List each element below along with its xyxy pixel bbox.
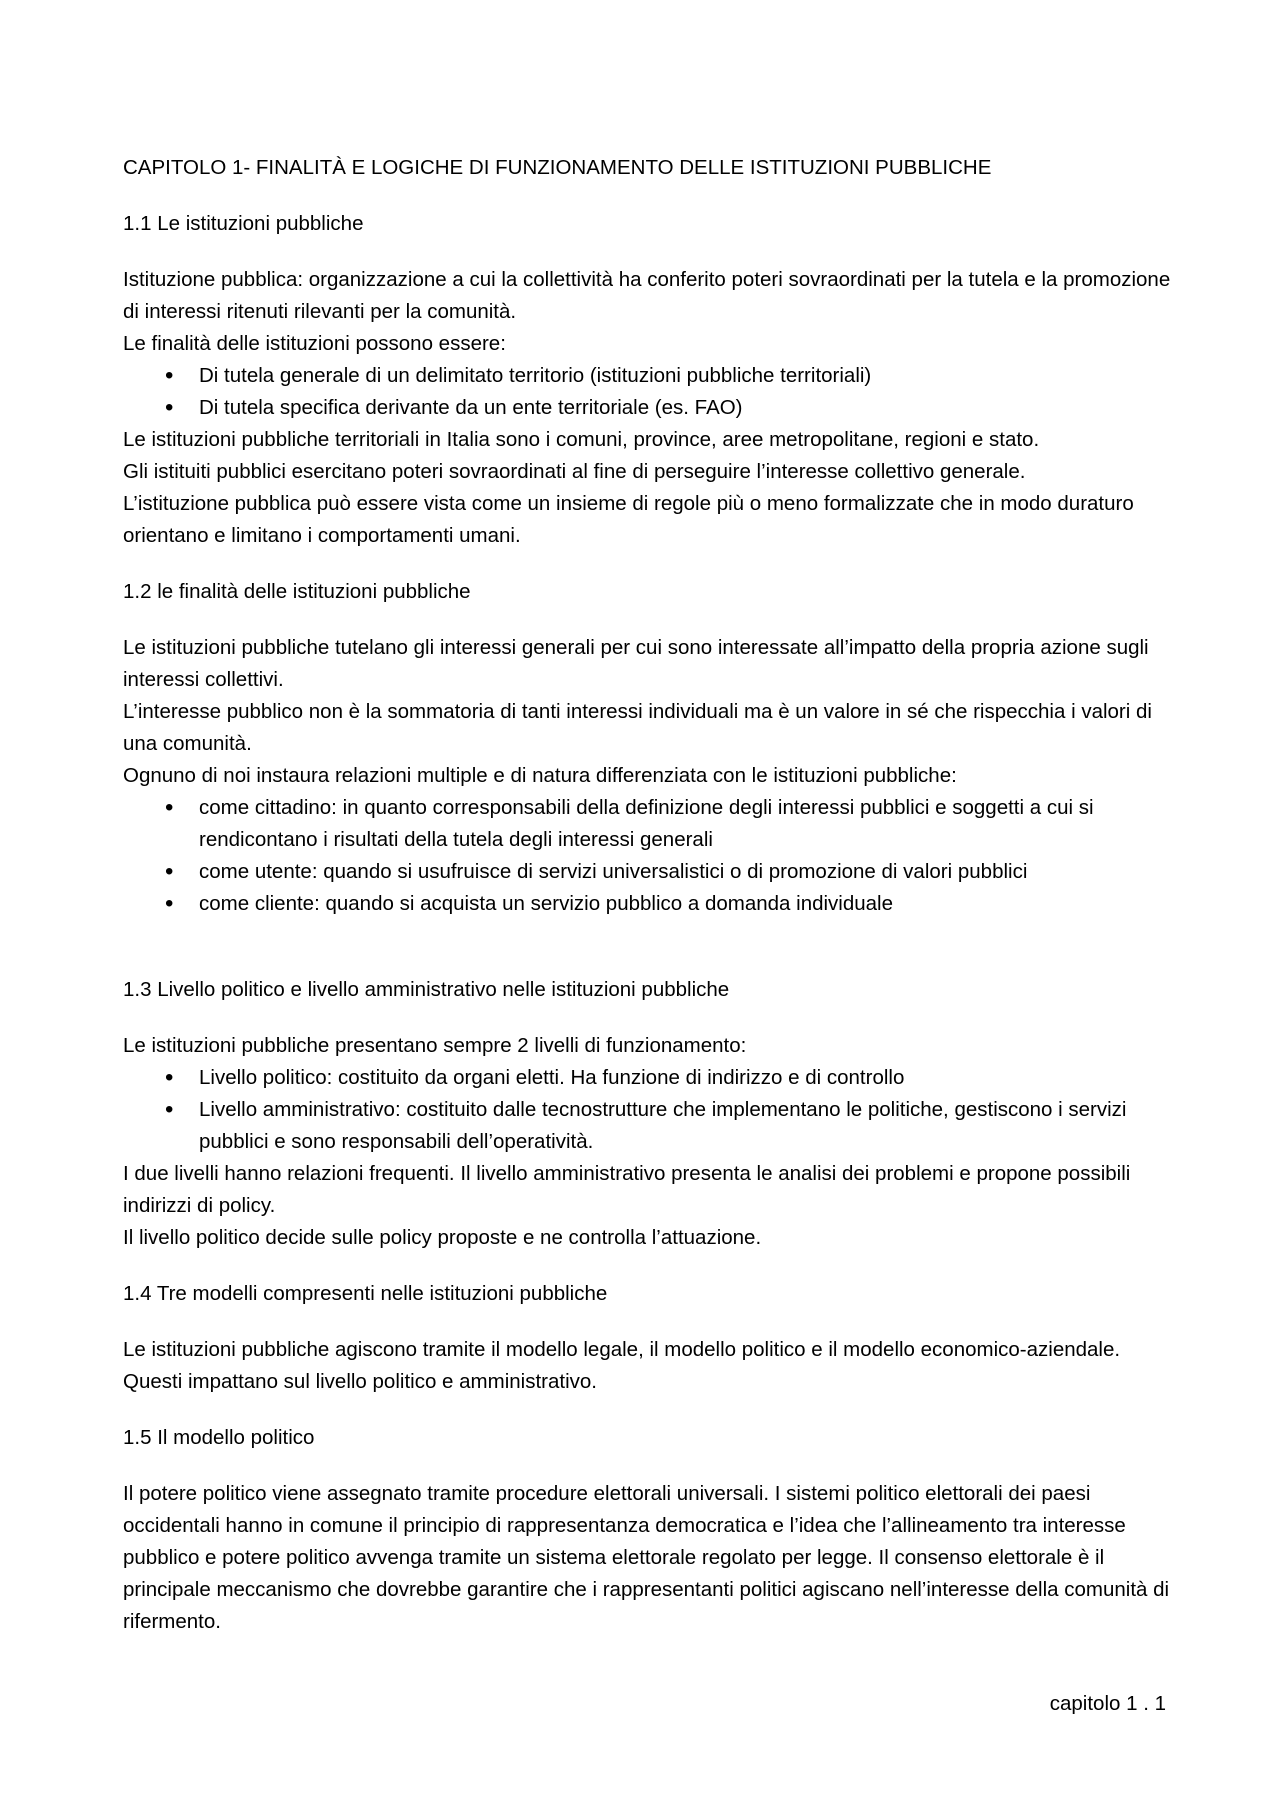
paragraph: Il potere politico viene assegnato tramite procedure elettorali universali. I sistemi politico elettorali dei paesi occidentali hanno in comune il principio di rappresentanza democratica e l’idea che l’allineamento tra interesse pubblico e potere politico avvenga tramite un sistema elettorale regolato per legge. Il consenso elettorale è il principale meccanismo che dovrebbe garantire che i rappresentanti politici agiscano nell’interesse della comunità di rifermento. <box>123 1482 1170 1633</box>
section-heading-1-2: 1.2 le finalità delle istituzioni pubbliche <box>123 580 471 603</box>
paragraph: Ognuno di noi instaura relazioni multiple e di natura differenziata con le istituzioni pubbliche: <box>123 764 957 787</box>
paragraph: I due livelli hanno relazioni frequenti. Il livello amministrativo presenta le analisi dei problemi e propone possibili indirizzi di policy. <box>123 1162 1131 1217</box>
bullet-list <box>123 792 1173 920</box>
section-heading-1-4: 1.4 Tre modelli compresenti nelle istituzioni pubbliche <box>123 1282 608 1305</box>
paragraph: L’interesse pubblico non è la sommatoria di tanti interessi individuali ma è un valore in sé che rispecchia i valori di una comunità. <box>123 700 1152 755</box>
list-item: • Livello amministrativo: costituito dalle tecnostrutture che implementano le politiche, gestiscono i servizi pubblici e sono responsabili dell’operatività. <box>123 1094 1173 1158</box>
bullet-list <box>123 1062 1173 1158</box>
list-item: • Di tutela specifica derivante da un ente territoriale (es. FAO) <box>123 392 1173 424</box>
bullet-list <box>123 360 1173 424</box>
list-item: • come cliente: quando si acquista un servizio pubblico a domanda individuale <box>123 888 1173 920</box>
paragraph: Istituzione pubblica: organizzazione a cui la collettività ha conferito poteri sovraordinati per la tutela e la promozione di interessi ritenuti rilevanti per la comunità. <box>123 268 1171 323</box>
section-body-1-2 <box>123 632 1173 920</box>
section-body-1-1 <box>123 264 1173 552</box>
list-item: • come utente: quando si usufruisce di servizi universalistici o di promozione di valori pubblici <box>123 856 1173 888</box>
paragraph: Le finalità delle istituzioni possono essere: <box>123 332 506 355</box>
section-heading-1-3: 1.3 Livello politico e livello amministrativo nelle istituzioni pubbliche <box>123 978 730 1001</box>
section-body-1-5 <box>123 1478 1173 1638</box>
chapter-title: CAPITOLO 1- FINALITÀ E LOGICHE DI FUNZIONAMENTO DELLE ISTITUZIONI PUBBLICHE <box>123 156 992 179</box>
section-heading-1-5: 1.5 Il modello politico <box>123 1426 315 1449</box>
paragraph: Le istituzioni pubbliche territoriali in Italia sono i comuni, province, aree metropolitane, regioni e stato. <box>123 428 1040 451</box>
document-page <box>123 152 1173 1662</box>
paragraph: Il livello politico decide sulle policy proposte e ne controlla l’attuazione. <box>123 1226 762 1249</box>
paragraph: Le istituzioni pubbliche tutelano gli interessi generali per cui sono interessate all’impatto della propria azione sugli interessi collettivi. <box>123 636 1149 691</box>
section-heading-1-1: 1.1 Le istituzioni pubbliche <box>123 212 364 235</box>
list-item: • Di tutela generale di un delimitato territorio (istituzioni pubbliche territoriali) <box>123 360 1173 392</box>
paragraph: L’istituzione pubblica può essere vista come un insieme di regole più o meno formalizzate che in modo duraturo orientano e limitano i comportamenti umani. <box>123 492 1134 547</box>
list-item: • come cittadino: in quanto corresponsabili della definizione degli interessi pubblici e soggetti a cui si rendicontano i risultati della tutela degli interessi generali <box>123 792 1173 856</box>
paragraph: Gli istituiti pubblici esercitano poteri sovraordinati al fine di perseguire l’interesse collettivo generale. <box>123 460 1026 483</box>
list-item: • Livello politico: costituito da organi eletti. Ha funzione di indirizzo e di controllo <box>123 1062 1173 1094</box>
paragraph: Le istituzioni pubbliche agiscono tramite il modello legale, il modello politico e il modello economico-aziendale. Questi impattano sul livello politico e amministrativo. <box>123 1338 1121 1393</box>
page-footer: capitolo 1 . 1 <box>1049 1692 1166 1715</box>
section-body-1-3 <box>123 1030 1173 1254</box>
section-body-1-4 <box>123 1334 1173 1398</box>
paragraph: Le istituzioni pubbliche presentano sempre 2 livelli di funzionamento: <box>123 1034 747 1057</box>
